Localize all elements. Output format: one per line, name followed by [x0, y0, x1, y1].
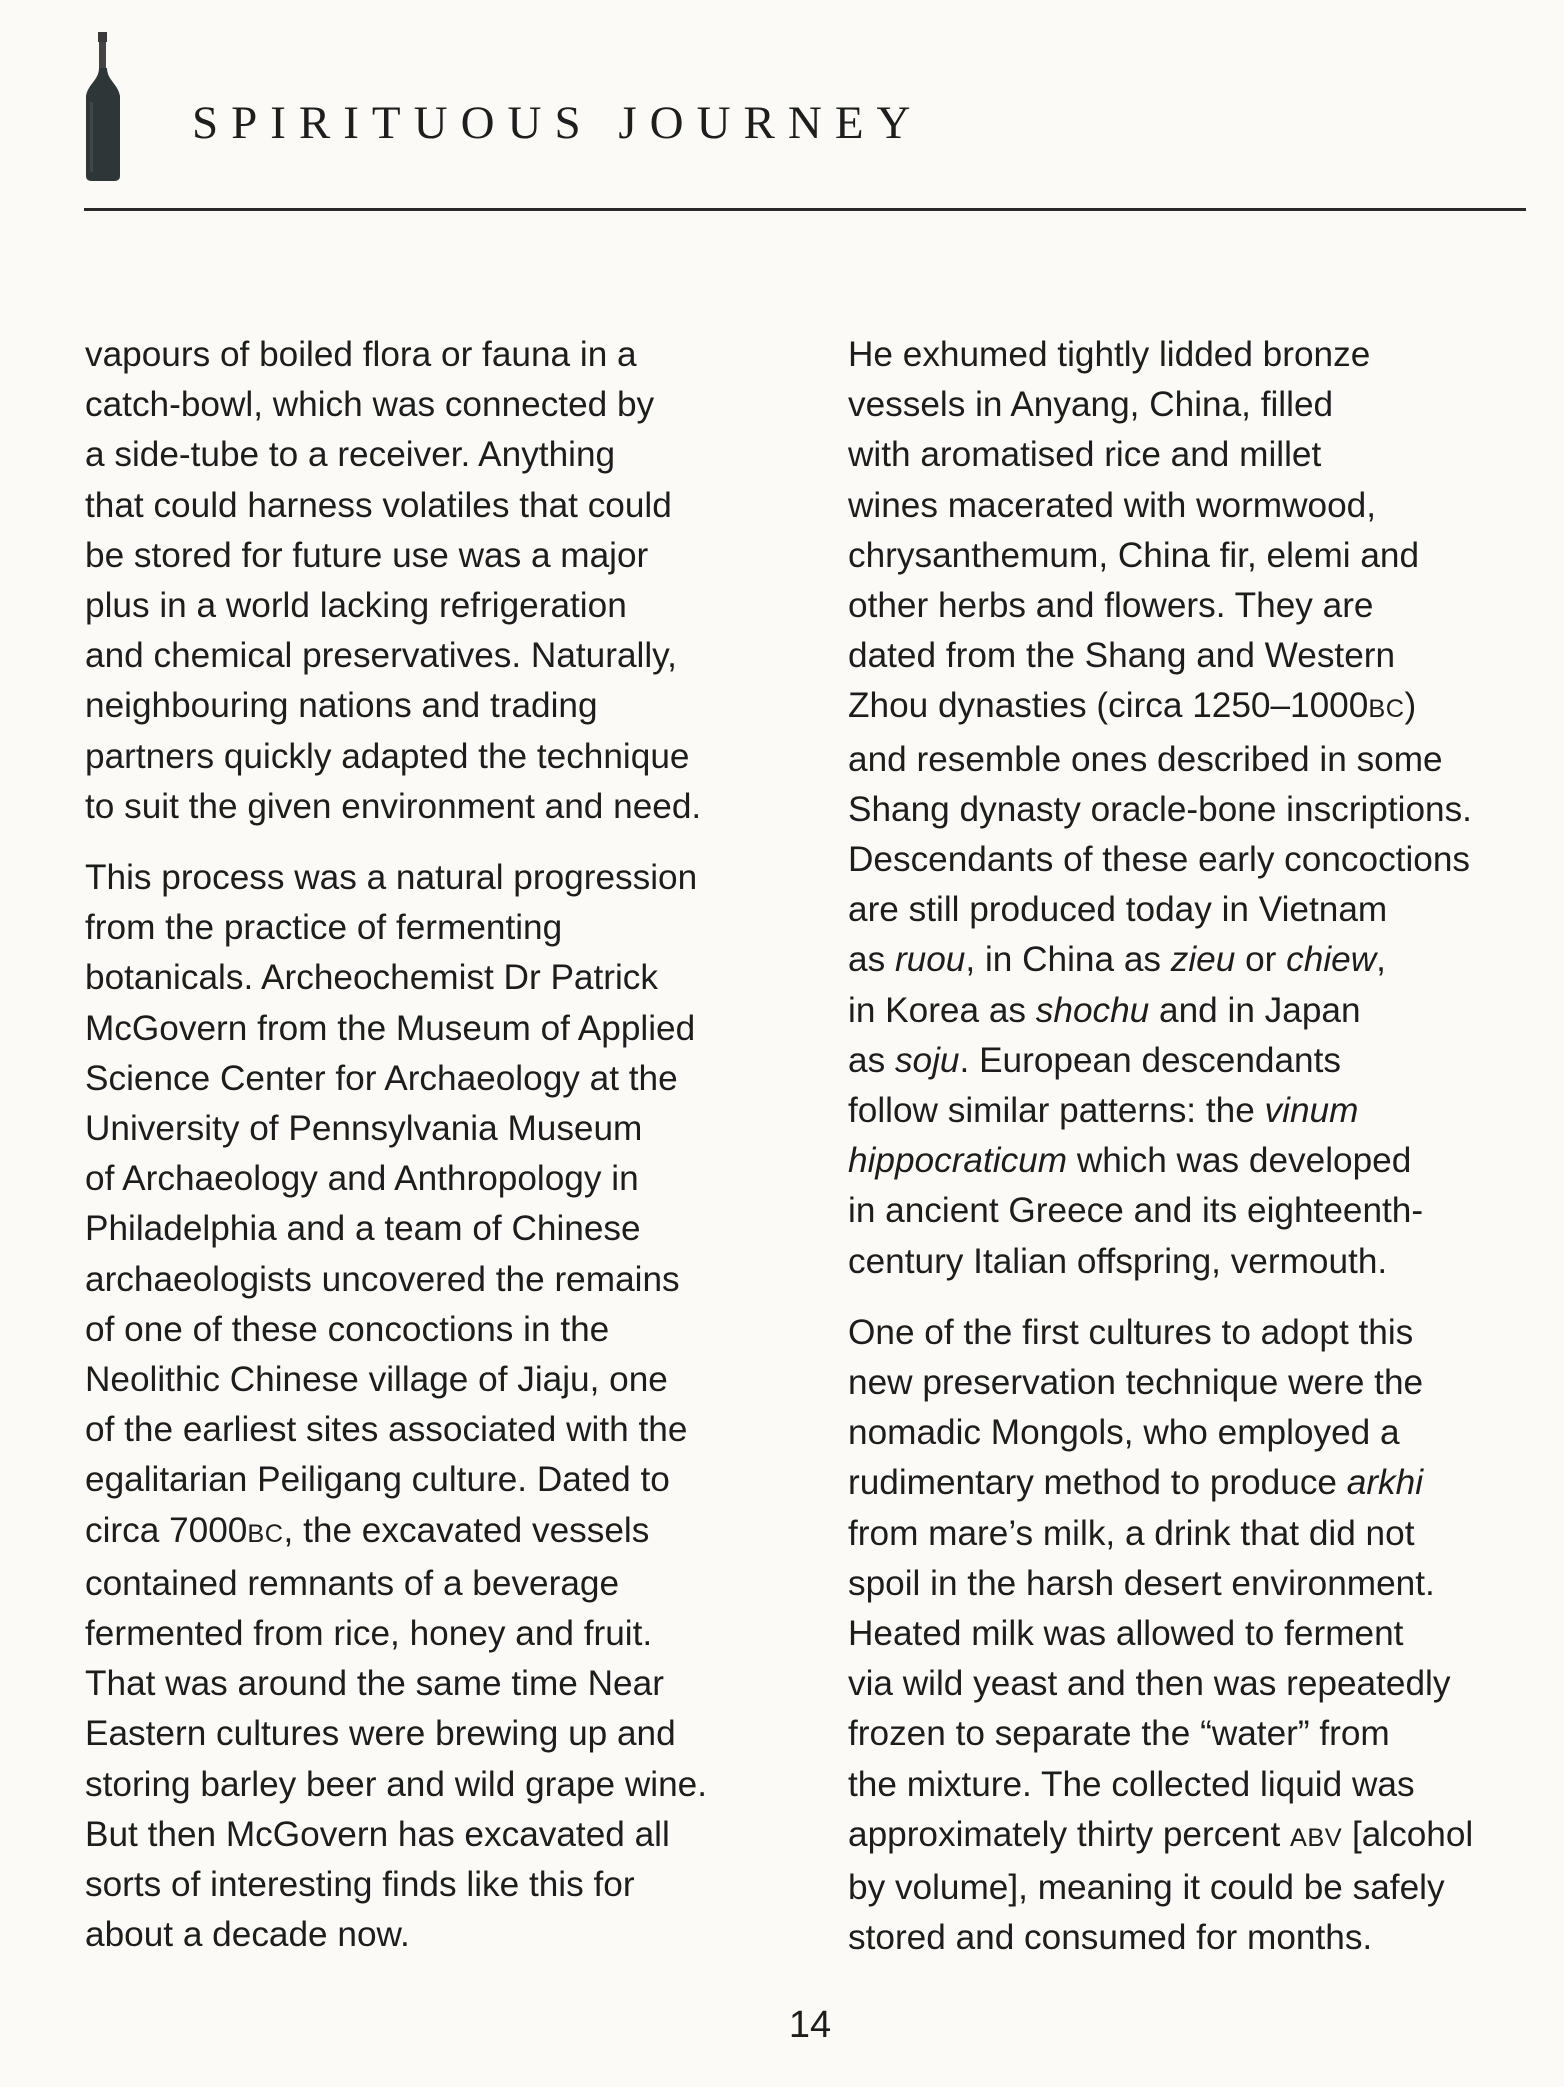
text-line: with aromatised rice and millet — [848, 435, 1322, 475]
text-line: That was around the same time Near — [85, 1664, 664, 1704]
text-line: and resemble ones described in some — [848, 739, 1443, 779]
italic-term: zieu — [1170, 940, 1236, 980]
text-line: frozen to separate the “water” from — [848, 1714, 1390, 1754]
italic-term: hippocraticum — [848, 1141, 1068, 1181]
text-line: sorts of interesting finds like this for — [85, 1865, 635, 1905]
text-run: which was developed — [1067, 1141, 1412, 1181]
text-line: Heated milk was allowed to ferment — [848, 1614, 1404, 1654]
text-line: a side-tube to a receiver. Anything — [85, 435, 616, 475]
paragraph — [85, 853, 785, 1960]
text-line — [848, 1086, 1528, 1136]
text-run: [alcohol — [1342, 1814, 1474, 1854]
text-line: dated from the Shang and Western — [848, 636, 1396, 676]
text-line — [848, 1036, 1528, 1086]
paragraph — [848, 330, 1528, 1287]
text-line: via wild yeast and then was repeatedly — [848, 1664, 1451, 1704]
text-line: stored and consumed for months. — [848, 1918, 1373, 1958]
page-number: 14 — [788, 2004, 832, 2046]
italic-term: shochu — [1035, 990, 1150, 1030]
text-line: University of Pennsylvania Museum — [85, 1109, 643, 1149]
text-line: of one of these concoctions in the — [85, 1309, 610, 1349]
text-line — [848, 986, 1528, 1036]
text-run: in Korea as — [848, 990, 1036, 1030]
text-line: from the practice of fermenting — [85, 908, 563, 948]
text-line: other herbs and flowers. They are — [848, 586, 1374, 626]
text-line: be stored for future use was a major — [85, 535, 649, 575]
text-line — [848, 935, 1528, 985]
text-line: nomadic Mongols, who employed a — [848, 1413, 1400, 1453]
text-run: . European descendants — [959, 1040, 1341, 1080]
text-line: in ancient Greece and its eighteenth- — [848, 1191, 1424, 1231]
small-caps-text: BC — [1368, 695, 1405, 724]
text-line: that could harness volatiles that could — [85, 485, 672, 525]
text-line: wines macerated with wormwood, — [848, 485, 1377, 525]
text-run: as — [848, 940, 895, 980]
text-line: botanicals. Archeochemist Dr Patrick — [85, 958, 658, 998]
small-caps-text: ABV — [1290, 1823, 1343, 1852]
small-caps-text: BC — [247, 1519, 284, 1548]
text-run: or — [1235, 940, 1287, 980]
text-line: Eastern cultures were brewing up and — [85, 1714, 676, 1754]
text-line: century Italian offspring, vermouth. — [848, 1241, 1388, 1281]
text-line: Descendants of these early concoctions — [848, 840, 1471, 880]
italic-term: vinum — [1264, 1091, 1359, 1131]
text-run: , — [1376, 940, 1386, 980]
text-run: as — [848, 1040, 895, 1080]
text-line: Neolithic Chinese village of Jiaju, one — [85, 1360, 668, 1400]
text-line: storing barley beer and wild grape wine. — [85, 1764, 708, 1804]
text-run: follow similar patterns: the — [848, 1091, 1265, 1131]
text-line: are still produced today in Vietnam — [848, 890, 1388, 930]
text-line: He exhumed tightly lidded bronze — [848, 335, 1371, 374]
text-line: new preservation technique were the — [848, 1363, 1424, 1403]
text-run: approximately thirty percent — [848, 1814, 1290, 1854]
text-line: One of the first cultures to adopt this — [848, 1312, 1414, 1352]
text-line — [848, 1458, 1528, 1508]
text-line: egalitarian Peiligang culture. Dated to — [85, 1460, 670, 1500]
italic-term: chiew — [1286, 940, 1377, 980]
text-line: from mare’s milk, a drink that did not — [848, 1513, 1415, 1553]
text-line: contained remnants of a beverage — [85, 1563, 620, 1603]
text-line: and chemical preservatives. Naturally, — [85, 636, 677, 676]
text-line: fermented from rice, honey and fruit. — [85, 1614, 653, 1654]
text-run: , the excavated vessels — [283, 1510, 650, 1550]
text-line — [848, 1810, 1528, 1863]
text-line: of Archaeology and Anthropology in — [85, 1159, 639, 1199]
text-line — [85, 1506, 785, 1559]
italic-term: soju — [894, 1040, 960, 1080]
right-column — [848, 330, 1528, 1985]
text-line: This process was a natural progression — [85, 858, 698, 898]
italic-term: ruou — [894, 940, 966, 980]
header-title: SPIRITUOUS JOURNEY — [192, 97, 924, 149]
text-line: plus in a world lacking refrigeration — [85, 586, 627, 626]
text-line: neighbouring nations and trading — [85, 686, 598, 726]
text-line: vessels in Anyang, China, filled — [848, 385, 1334, 425]
text-line: partners quickly adapted the technique — [85, 736, 690, 776]
text-run: , in China as — [965, 940, 1171, 980]
text-line: catch-bowl, which was connected by — [85, 385, 655, 425]
header-rule — [84, 208, 1526, 211]
text-line: the mixture. The collected liquid was — [848, 1764, 1415, 1804]
text-run: circa 7000 — [85, 1510, 248, 1550]
text-line: vapours of boiled flora or fauna in a — [85, 335, 637, 374]
italic-term: arkhi — [1346, 1463, 1424, 1503]
left-column — [85, 330, 785, 1982]
text-line: Shang dynasty oracle-bone inscriptions. — [848, 789, 1472, 829]
text-run: Zhou dynasties (circa 1250–1000 — [848, 686, 1369, 726]
text-run: and in Japan — [1149, 990, 1361, 1030]
text-line: McGovern from the Museum of Applied — [85, 1008, 696, 1048]
text-line: about a decade now. — [85, 1915, 410, 1955]
text-line: to suit the given environment and need. — [85, 786, 702, 826]
text-line: by volume], meaning it could be safely — [848, 1868, 1445, 1908]
text-line — [848, 681, 1528, 734]
paragraph — [85, 330, 785, 832]
text-line: But then McGovern has excavated all — [85, 1814, 670, 1854]
text-line: archaeologists uncovered the remains — [85, 1259, 680, 1299]
text-line: Philadelphia and a team of Chinese — [85, 1209, 641, 1249]
text-line: of the earliest sites associated with the — [85, 1410, 688, 1450]
paragraph — [848, 1308, 1528, 1964]
text-run: ) — [1404, 686, 1417, 726]
text-run: rudimentary method to produce — [848, 1463, 1347, 1503]
bottle-icon — [82, 32, 124, 182]
text-line: spoil in the harsh desert environment. — [848, 1563, 1435, 1603]
text-line: Science Center for Archaeology at the — [85, 1058, 678, 1098]
text-line — [848, 1136, 1528, 1186]
text-line: chrysanthemum, China fir, elemi and — [848, 535, 1420, 575]
